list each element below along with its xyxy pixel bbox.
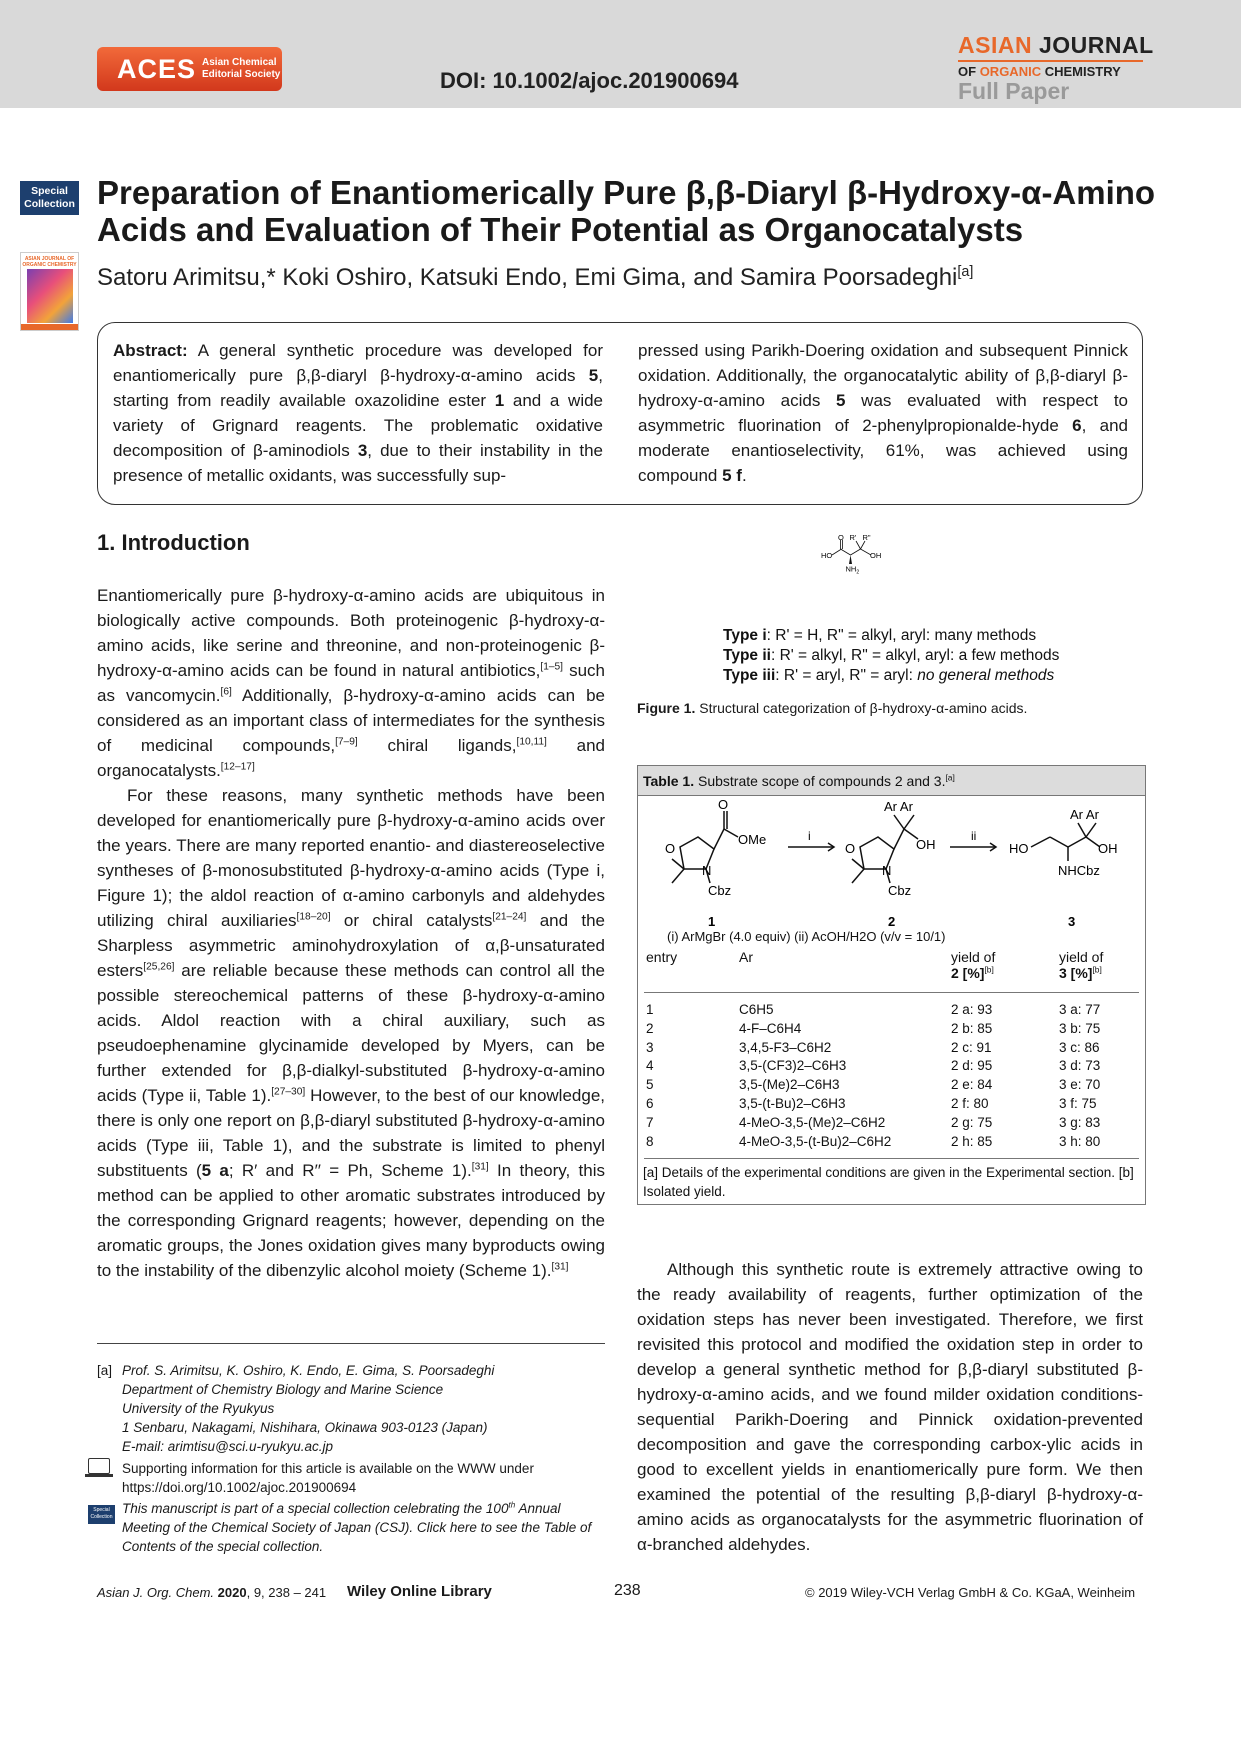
abstract-text: , and moderate enantioselectivity, 61%, was achieved using compound <box>638 416 1129 485</box>
cell-entry: 2 <box>646 1020 654 1036</box>
page-number: 238 <box>614 1582 641 1599</box>
bond <box>861 549 872 555</box>
bond <box>841 549 851 555</box>
paper-type: Full Paper <box>958 78 1070 104</box>
journal-word-chemistry: CHEMISTRY <box>1044 64 1121 79</box>
figure-1-structure <box>637 535 1157 625</box>
atom-label: N <box>702 863 712 878</box>
citation[interactable]: [31] <box>551 1261 569 1273</box>
atom-label: HO <box>821 551 833 560</box>
substituent-label: R" <box>862 535 871 542</box>
citation[interactable]: [6] <box>220 686 232 698</box>
bond <box>894 815 904 829</box>
type-item <box>723 626 1059 646</box>
cell-entry: 1 <box>646 1002 654 1017</box>
abstract-text: pressed using Parikh-Doering oxidation and subsequent Pinnick oxidation. Additionally, the organocatalytic ability of β,β-diaryl β-hydroxy-α-amino acids <box>638 341 1128 410</box>
table-row <box>638 1002 1145 1021</box>
sc-text: This manuscript is part of a special collection celebrating the 100 <box>122 1501 509 1516</box>
col-header-line: 2 [%] <box>951 965 985 981</box>
journal-word-journal: JOURNAL <box>1038 32 1154 58</box>
para-text: are reliable because these methods can control all the possible stereochemical patterns of these β-hydroxy-α-amino acids. Aldol reaction with a chiral auxiliary, such as pseudoephenamine glycinamide developed by Myers, can be further extended for β,β-dialkyl-substituted β-hydroxy-α-amino acids (Type ii, Table 1). <box>97 961 605 1105</box>
cell-yield3: 3 e: 70 <box>1059 1077 1101 1093</box>
bond <box>1086 823 1096 837</box>
para-text: However, to the best of our knowledge, there is only one report on β,β-diaryl substituted β-hydroxy-α-amino acids (Type iii, Table 1), and the substrate is limited to phenyl substituents ( <box>97 1086 606 1180</box>
cell-yield3: 3 f: 75 <box>1059 1095 1097 1111</box>
footer-citation <box>97 1585 326 1600</box>
footer-volpages: , 9, 238 – 241 <box>246 1585 327 1600</box>
journal-logo-line1 <box>958 32 1154 59</box>
type-label: Type i <box>723 627 767 644</box>
atom-label: Ar Ar <box>884 799 913 814</box>
table-label: Table 1. <box>643 773 695 789</box>
atom-label: Ar Ar <box>1070 807 1099 822</box>
atom-label: N <box>882 863 892 878</box>
cell-ar: 4-MeO-3,5-(Me)2–C6H2 <box>739 1114 886 1130</box>
cell-ar: 4-MeO-3,5-(t-Bu)2–C6H2 <box>739 1133 892 1149</box>
intro-paragraph-2 <box>97 783 605 1283</box>
table-footnote-mark: [b] <box>1092 964 1102 975</box>
figure-1-caption <box>637 700 1027 716</box>
footnote-rule <box>97 1343 605 1344</box>
atom-label: NH <box>845 564 857 574</box>
cell-yield2: 2 h: 85 <box>951 1133 993 1149</box>
atom-label: O <box>845 841 856 856</box>
cell-entry: 5 <box>646 1077 654 1093</box>
para-text: Additionally, β-hydroxy-α-amino acids can be considered as an important class of intermediates for the synthesis of medicinal compounds, <box>97 686 605 755</box>
compound-ref: 1 <box>494 391 505 410</box>
atom-label: O <box>718 797 729 812</box>
affiliation-block <box>122 1361 602 1456</box>
citation[interactable]: [7–9] <box>335 736 358 748</box>
cell-entry: 7 <box>646 1114 654 1130</box>
citation[interactable]: [10,11] <box>516 736 547 748</box>
atom-label: HO <box>1009 841 1029 856</box>
cell-ar: 3,5-(Me)2–C6H3 <box>739 1077 840 1093</box>
abstract-text: and a wide variety of Grignard reagents. The problematic oxidative decomposition of β-aminodiols <box>113 391 604 460</box>
table-footnote: [a] Details of the experimental conditions are given in the Experimental section. [b] Isolated yield. <box>643 1165 1134 1199</box>
compound-number: 1 <box>708 914 716 929</box>
special-collection-mini-badge[interactable]: Special Collection <box>88 1505 115 1524</box>
caption-label: Figure 1. <box>637 700 696 716</box>
cell-ar: 3,5-(t-Bu)2–C6H3 <box>739 1095 846 1111</box>
authors-affiliation-mark: [a] <box>957 264 974 280</box>
type-text: : R' = alkyl, R" = alkyl, aryl: a few methods <box>770 647 1060 664</box>
cell-yield3: 3 g: 83 <box>1059 1114 1101 1130</box>
col-header-entry: entry <box>646 949 678 965</box>
cell-yield3: 3 h: 80 <box>1059 1133 1101 1149</box>
atom-label: NHCbz <box>1058 863 1100 878</box>
aces-logo[interactable] <box>97 47 282 91</box>
cell-ar: C6H5 <box>739 1002 774 1017</box>
cell-entry: 8 <box>646 1133 654 1149</box>
bond <box>724 829 738 837</box>
atom-label: O <box>665 841 676 856</box>
section-heading-introduction: 1. Introduction <box>97 530 250 555</box>
bond <box>1068 837 1086 847</box>
col-header-ar: Ar <box>739 949 753 965</box>
cell-entry: 4 <box>646 1058 654 1074</box>
badge-line1: Special <box>31 185 68 197</box>
reaction-conditions: (i) ArMgBr (4.0 equiv) (ii) AcOH/H2O (v/v = 10/1) <box>667 929 946 944</box>
cell-yield2: 2 f: 80 <box>951 1095 989 1111</box>
citation[interactable]: [27–30] <box>271 1086 306 1098</box>
type-text: : R' = H, R" = alkyl, aryl: many methods <box>766 627 1037 644</box>
table-row <box>638 1096 1145 1115</box>
bond <box>1031 837 1050 847</box>
table-row <box>638 1021 1145 1040</box>
col-header-yield2 <box>951 949 995 981</box>
table-footnote-mark: [b] <box>984 964 994 975</box>
type-list <box>723 626 1059 686</box>
laptop-icon <box>88 1458 110 1474</box>
reaction-scheme <box>638 797 1145 947</box>
cell-yield3: 3 c: 86 <box>1059 1039 1100 1055</box>
atom-label: OH <box>916 837 936 852</box>
cell-yield3: 3 a: 77 <box>1059 1002 1101 1017</box>
type-text: : R' = aryl, R" = aryl: <box>775 667 918 684</box>
si-line: Supporting information for this article is available on the WWW under <box>122 1461 534 1476</box>
abstract-box <box>97 322 1143 505</box>
aces-line1: Asian Chemical <box>202 57 277 68</box>
journal-word-of: OF <box>958 64 977 79</box>
atom-label: Cbz <box>708 883 732 898</box>
col-header-line: yield of <box>951 949 996 965</box>
abstract-text: , due to their instability in the presence of metallic oxidants, was successfully sup- <box>113 441 603 485</box>
caption-text: Structural categorization of β-hydroxy-α-amino acids. <box>695 700 1028 716</box>
table-row <box>638 1058 1145 1077</box>
special-collection-note[interactable] <box>122 1499 606 1556</box>
footer-year: 2020 <box>217 1585 247 1600</box>
bond <box>904 815 914 829</box>
compound-number: 3 <box>1068 914 1076 929</box>
affiliation-email[interactable]: E-mail: arimtisu@sci.u-ryukyu.ac.jp <box>122 1439 333 1454</box>
cell-yield2: 2 d: 95 <box>951 1058 993 1074</box>
affiliation-line: Prof. S. Arimitsu, K. Oshiro, K. Endo, E. Gima, S. Poorsadeghi <box>122 1363 495 1378</box>
type-italic: no general methods <box>917 667 1055 684</box>
bond <box>856 541 861 549</box>
compound-ref: 5 f <box>722 466 742 485</box>
cell-ar: 4-F–C6H4 <box>739 1020 802 1036</box>
cover-bar <box>21 324 78 330</box>
intro-body <box>97 583 605 1283</box>
citation[interactable]: [18–20] <box>296 911 331 923</box>
special-collection-badge[interactable] <box>20 181 79 215</box>
para-text: such as vancomycin. <box>97 661 605 705</box>
type-item <box>723 646 1059 666</box>
bond <box>852 869 864 883</box>
citation[interactable]: [21–24] <box>492 911 527 923</box>
table-1-title <box>638 766 1145 796</box>
journal-logo <box>958 32 1154 104</box>
bond <box>672 869 684 883</box>
substituent-label: R' <box>849 535 857 542</box>
intro-paragraph-1 <box>97 583 605 783</box>
cell-yield2: 2 g: 75 <box>951 1114 993 1130</box>
citation[interactable]: [1–5] <box>540 661 564 673</box>
citation[interactable]: [12–17] <box>220 761 255 773</box>
cell-yield2: 2 c: 91 <box>951 1039 992 1055</box>
abstract-text: was evaluated with respect to asymmetric fluorination of 2-phenylpropionalde-hyde <box>638 391 1129 435</box>
para-text: Enantiomerically pure β-hydroxy-α-amino acids are ubiquitous in biologically active compounds. Both proteinogenic β-hydroxy-α-amino acids, like serine and threonine, and non-proteinogenic β-hydroxy-α-amino acids can be found in natural antibiotics, <box>97 586 605 680</box>
atom-label: O <box>838 535 844 542</box>
table-row <box>638 1040 1145 1059</box>
para-text: and organocatalysts. <box>97 736 605 780</box>
authors-text: Satoru Arimitsu,* Koki Oshiro, Katsuki Endo, Emi Gima, and Samira Poorsadeghi <box>97 264 958 291</box>
bond <box>894 829 904 849</box>
affiliation-line: 1 Senbaru, Nakagami, Nishihara, Okinawa 903-0123 (Japan) <box>122 1420 488 1435</box>
para-text: ; R′ and R′′ = Ph, Scheme 1). <box>228 1161 472 1180</box>
affiliation-line: University of the Ryukyus <box>122 1401 275 1416</box>
cell-yield3: 3 d: 73 <box>1059 1058 1101 1074</box>
abstract-text: , starting from readily available oxazolidine ester <box>113 366 603 410</box>
compound-ref: 5 <box>836 391 846 410</box>
compound-number: 2 <box>888 914 896 929</box>
table-body <box>638 1002 1145 1152</box>
table-title-text: Substrate scope of compounds 2 and 3. <box>694 773 946 789</box>
footer-journal: Asian J. Org. Chem. <box>97 1585 215 1600</box>
table-footnote-mark: [a] <box>945 772 955 783</box>
bond <box>1078 823 1086 837</box>
wiley-online-library-link[interactable]: Wiley Online Library <box>347 1583 492 1600</box>
aces-line2: Editorial Society <box>202 69 281 80</box>
atom-label: OH <box>870 551 882 560</box>
article-title: Preparation of Enantiomerically Pure β,β-Diaryl β-Hydroxy-α-Amino Acids and Evaluation of Their Potential as Organocatalysts <box>97 174 1156 248</box>
type-label: Type iii <box>723 667 776 684</box>
compound-ref: 5 <box>588 366 599 385</box>
cell-yield2: 2 a: 93 <box>951 1002 993 1017</box>
cell-entry: 6 <box>646 1095 654 1111</box>
bond <box>714 829 724 849</box>
bond <box>851 549 861 555</box>
cell-entry: 3 <box>646 1039 654 1055</box>
journal-word-organic: ORGANIC <box>979 64 1042 79</box>
para-text: In theory, this method can be applied to other aromatic substrates introduced by the corresponding Grignard reagents; however, depending on the aromatic groups, the Jones oxidation gives many byproducts owing to the instability of the dibenzylic alcohol moiety (Scheme 1). <box>97 1161 605 1280</box>
journal-logo-rule <box>958 60 1143 62</box>
abstract-left-column <box>113 338 603 488</box>
bond <box>832 549 842 555</box>
sc-text: Annual Meeting of the Chemical Society of Japan (CSJ). Click here to see the Table of Contents of the special collection. <box>122 1501 592 1554</box>
cover-image <box>27 269 73 323</box>
atom-label: OH <box>1098 841 1118 856</box>
cell-yield2: 2 b: 85 <box>951 1020 993 1036</box>
cell-yield3: 3 b: 75 <box>1059 1020 1101 1036</box>
abstract-right-column <box>638 338 1128 488</box>
aces-logo-text: ACES <box>117 53 197 84</box>
para-text: For these reasons, many synthetic methods have been developed for enantiomerically pure β-hydroxy-α-amino acids over the years. There are many reported enantio- and diastereoselective syntheses of β-monosubstituted β-hydroxy-α-amino acids (Type i, Figure 1); the aldol reaction of α-amino carbonyls and aldehydes utilizing chiral auxiliaries <box>97 786 605 930</box>
table-row <box>638 1115 1145 1134</box>
bond <box>861 541 866 549</box>
para-text: chiral ligands, <box>357 736 517 755</box>
col-header-yield3 <box>1059 949 1103 981</box>
col-header-line: 3 [%] <box>1059 965 1093 981</box>
atom-label-sub: 2 <box>856 569 860 576</box>
table-rule <box>644 1158 1139 1159</box>
type-label: Type ii <box>723 647 771 664</box>
affiliation-line: Department of Chemistry Biology and Marine Science <box>122 1382 444 1397</box>
type-item <box>723 666 1059 686</box>
table-row <box>638 1077 1145 1096</box>
doi[interactable]: DOI: 10.1002/ajoc.201900694 <box>440 68 739 93</box>
affiliation-label: [a] <box>97 1363 113 1378</box>
table-1 <box>637 765 1146 1205</box>
bond <box>1050 837 1068 847</box>
cell-yield2: 2 e: 84 <box>951 1077 993 1093</box>
wedge-bond <box>849 555 852 564</box>
reagent-label: i <box>808 829 811 843</box>
para-text: or chiral catalysts <box>330 911 493 930</box>
citation[interactable]: [31] <box>471 1161 489 1173</box>
abstract-text: A general synthetic procedure was developed for enantiomerically pure β,β-diaryl β-hydroxy-α-amino acids <box>113 341 603 385</box>
reagent-label: ii <box>971 829 977 843</box>
supporting-info-note <box>122 1459 606 1497</box>
journal-word-asian: ASIAN <box>958 32 1033 58</box>
badge-line2: Collection <box>24 198 75 210</box>
author-list <box>97 264 1157 292</box>
right-column-paragraph: Although this synthetic route is extremely attractive owing to the ready availability of reagents, further optimization of the oxidation steps has never been investigated. Therefore, we first revisited this protocol and modified the oxidation step in order to develop a general synthetic method for β,β-diaryl substituted β-hydroxy-α-amino acids, and we found milder oxidation conditions-sequential Parikh-Doering and Pinnick oxidation-prevented decomposition and gave the corresponding carbox-ylic acids in good to excellent yields in enantiomerically pure form. We then examined the potential of the resulting β,β-diaryl β-hydroxy-α-amino acids as organocatalysts for the asymmetric fluorination of α-branched aldehydes. <box>637 1260 1143 1554</box>
compound-ref: 5 a <box>201 1161 229 1180</box>
sc-sup: th <box>508 1500 516 1510</box>
si-link[interactable]: https://doi.org/10.1002/ajoc.201900694 <box>122 1480 357 1495</box>
para-text: and the Sharpless asymmetric aminohydroxylation of α,β-unsaturated esters <box>97 911 606 980</box>
aces-logo-subtitle <box>202 57 280 81</box>
atom-label: OMe <box>738 832 767 847</box>
compound-ref: 6 <box>1072 416 1082 435</box>
atom-label: Cbz <box>888 883 912 898</box>
citation[interactable]: [25,26] <box>143 961 175 973</box>
cover-label: ASIAN JOURNAL OF ORGANIC CHEMISTRY <box>22 256 77 268</box>
footer-copyright: © 2019 Wiley-VCH Verlag GmbH & Co. KGaA, Weinheim <box>805 1585 1136 1600</box>
abstract-label: Abstract: <box>113 341 188 360</box>
col-header-line: yield of <box>1059 949 1104 965</box>
table-rule <box>644 992 1139 993</box>
journal-logo-line2 <box>958 64 1148 79</box>
cell-ar: 3,4,5-F3–C6H2 <box>739 1039 832 1055</box>
table-row <box>638 1134 1145 1153</box>
atom-label <box>846 565 860 576</box>
abstract-text: . <box>741 466 747 485</box>
cell-ar: 3,5-(CF3)2–C6H3 <box>739 1058 847 1074</box>
compound-ref: 3 <box>357 441 368 460</box>
journal-cover-thumbnail[interactable] <box>20 252 79 331</box>
